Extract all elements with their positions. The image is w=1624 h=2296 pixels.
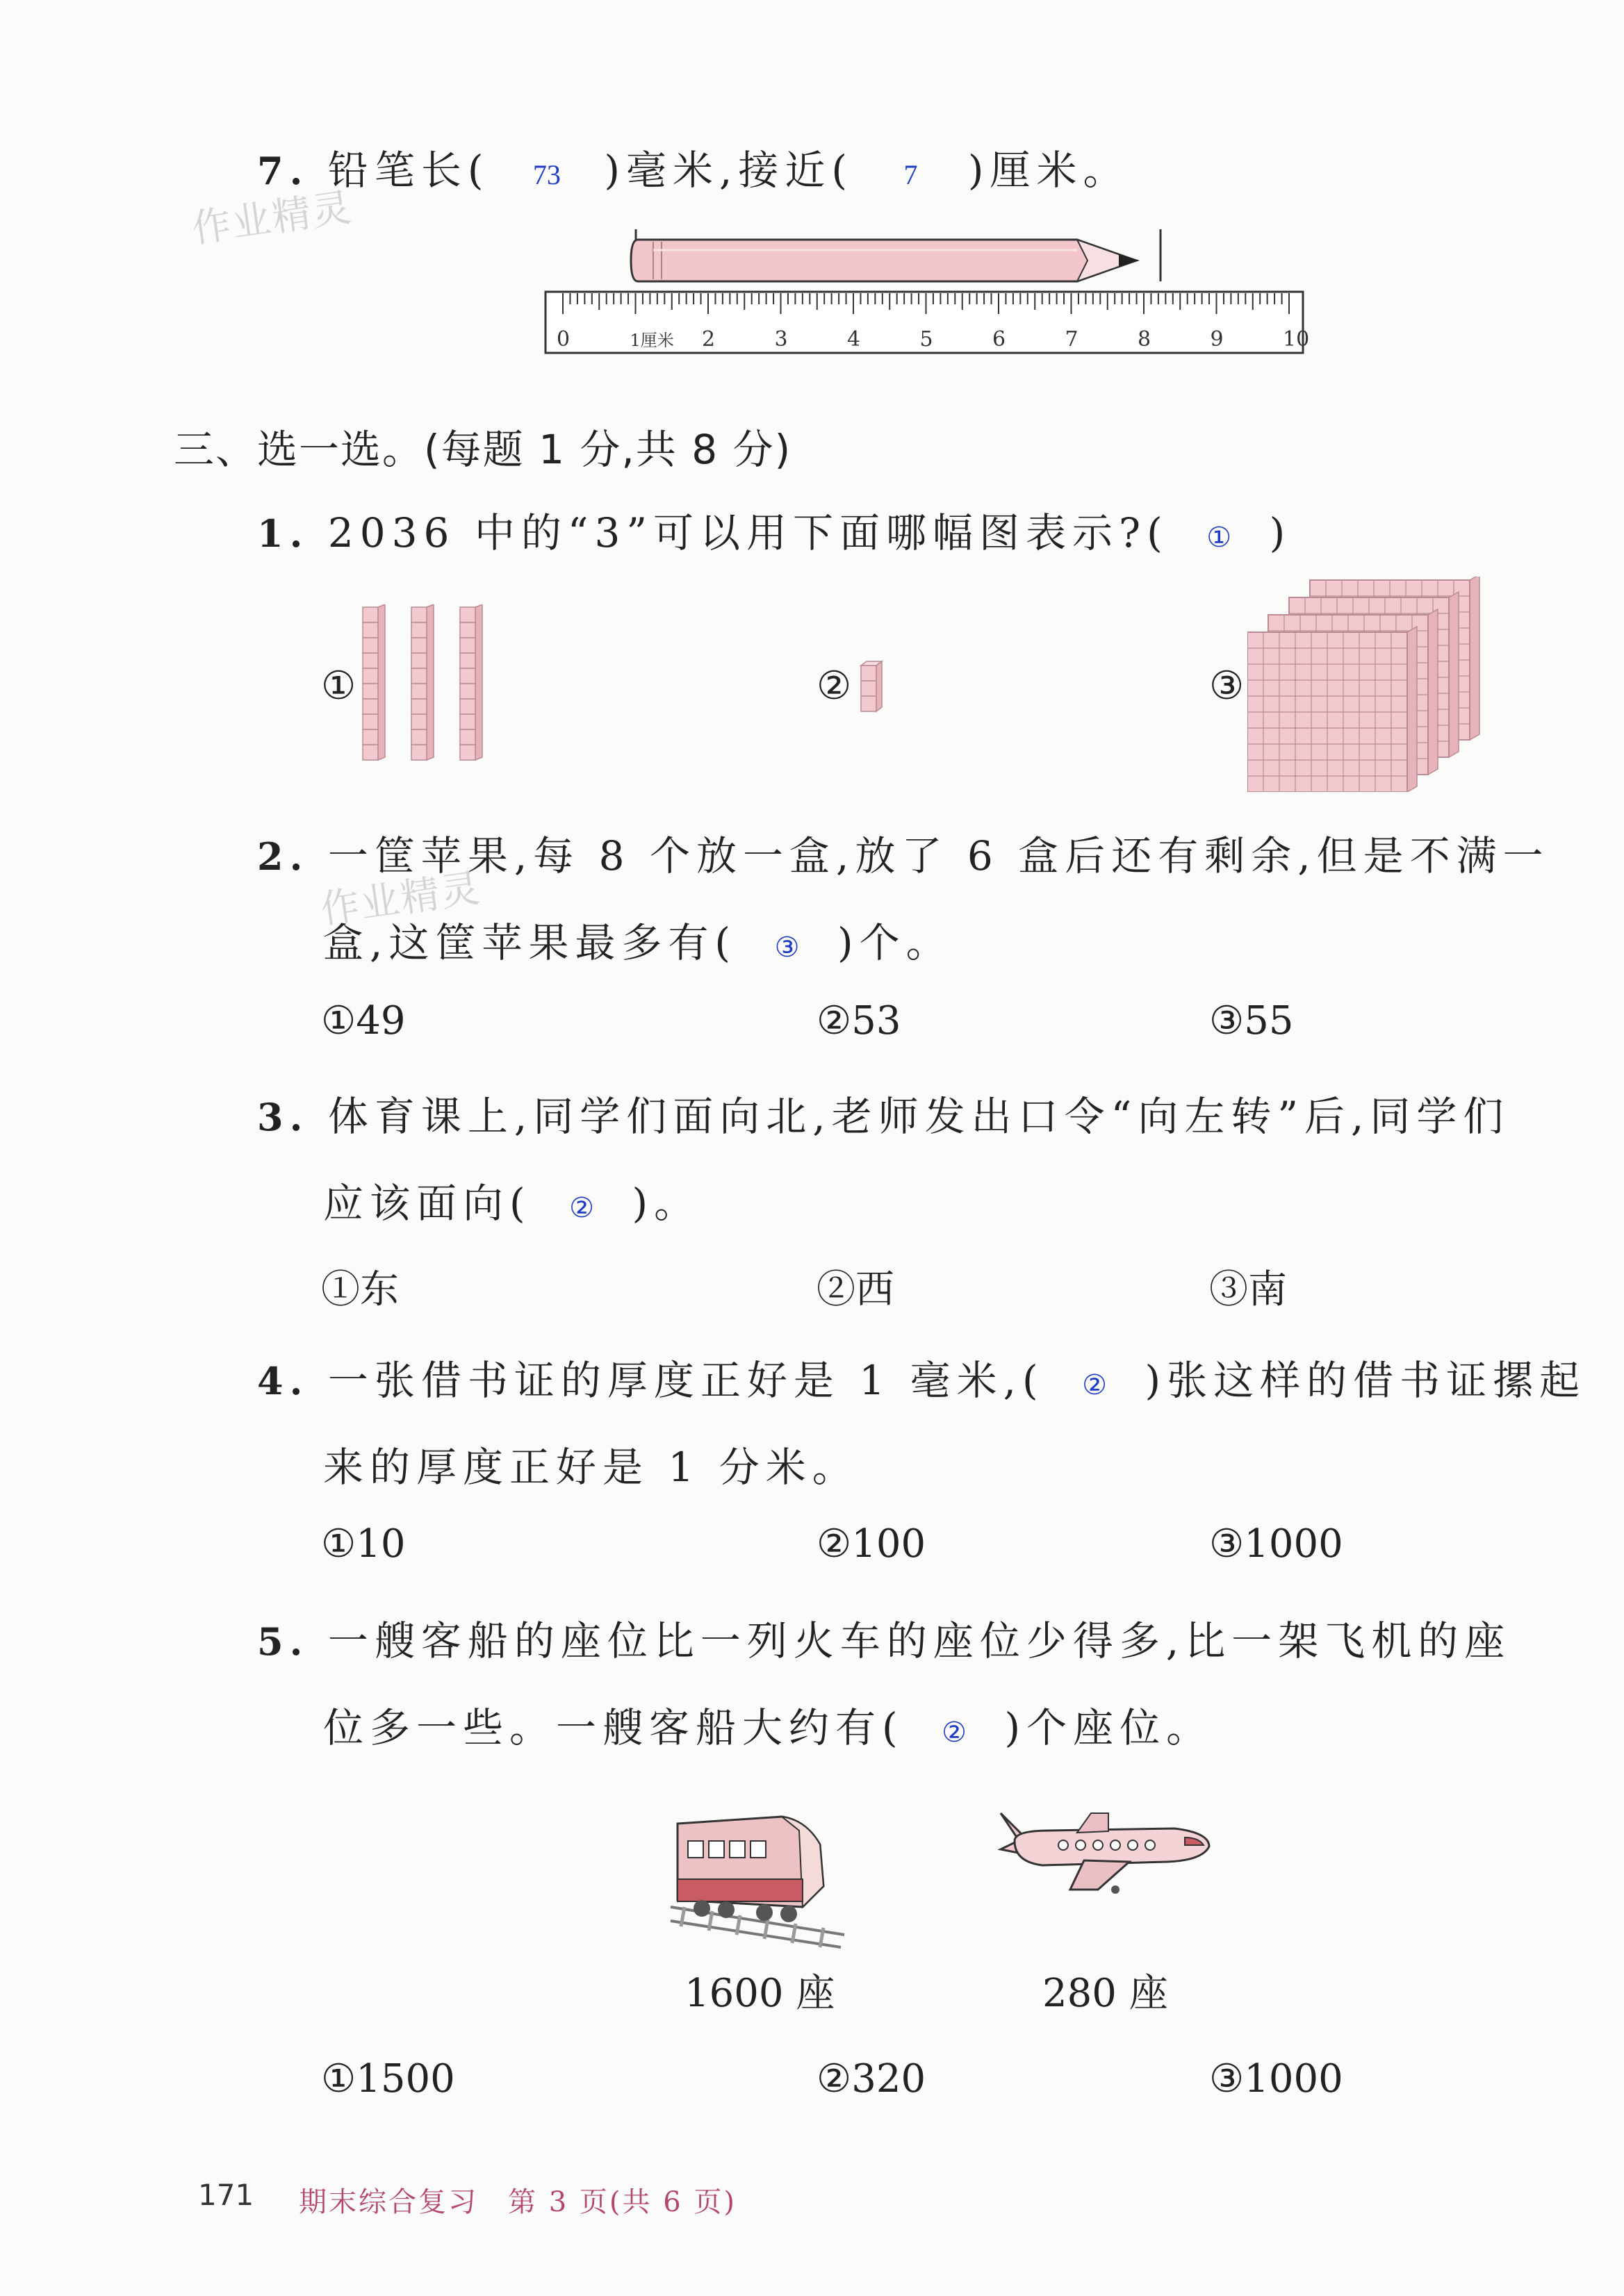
section-title: 三、选一选。(每题 1 分,共 8 分) xyxy=(174,426,792,473)
single-cube-figure xyxy=(857,659,885,714)
select-question-3 xyxy=(257,1084,1509,1142)
answer-cm: 7 xyxy=(903,159,918,190)
option-1: ①10 xyxy=(321,1521,406,1567)
option-1: ①1500 xyxy=(321,2056,455,2101)
option-1: ①东 xyxy=(321,1267,399,1312)
ruler-label: 8 xyxy=(1138,327,1151,352)
question-text: ) xyxy=(1269,509,1292,556)
tens-rod xyxy=(363,604,385,760)
ruler-label: 1厘米 xyxy=(630,331,674,350)
option-2: ②320 xyxy=(817,2056,926,2101)
answer: ③ xyxy=(774,932,800,963)
option-3: ③南 xyxy=(1209,1267,1287,1312)
ruler-label: 0 xyxy=(557,327,571,352)
answer: ② xyxy=(1082,1369,1108,1401)
ruler-label: 6 xyxy=(992,327,1006,352)
question-7 xyxy=(257,138,1130,196)
option-label-1: ① xyxy=(321,663,356,709)
option-3: ③55 xyxy=(1209,998,1294,1043)
option-2: ②西 xyxy=(817,1267,894,1312)
answer-mm: 73 xyxy=(532,159,561,190)
ruler-label: 5 xyxy=(919,327,933,352)
question-text: )厘米。 xyxy=(967,147,1130,194)
option-label-2: ② xyxy=(817,663,852,709)
question-text: 盒,这筐苹果最多有( xyxy=(323,919,737,966)
question-text: 2036 中的“3”可以用下面哪幅图表示?( xyxy=(327,509,1169,556)
pencil-ruler-figure xyxy=(535,222,1313,361)
unit-cube xyxy=(861,661,882,711)
question-text: )张这样的借书证摞起 xyxy=(1145,1357,1586,1404)
select-question-4-line2: 来的厚度正好是 1 分米。 xyxy=(323,1444,859,1491)
train-icon xyxy=(664,1803,851,1952)
answer: ② xyxy=(942,1717,967,1748)
watermark: 作业精灵 xyxy=(318,866,484,933)
ruler-label: 2 xyxy=(702,327,716,352)
question-text: )。 xyxy=(632,1180,701,1227)
question-text: 一张借书证的厚度正好是 1 毫米,( xyxy=(327,1357,1044,1404)
option-2: ②53 xyxy=(817,998,901,1043)
question-number: 4. xyxy=(257,1359,309,1403)
option-2: ②100 xyxy=(817,1521,926,1567)
footer-text: 期末综合复习 第 3 页(共 6 页) xyxy=(299,2186,737,2218)
answer: ① xyxy=(1206,522,1232,553)
ruler-label: 9 xyxy=(1210,327,1224,352)
ruler-label: 10 xyxy=(1283,327,1310,352)
select-question-2-line2 xyxy=(323,910,953,968)
tens-rod xyxy=(460,604,482,760)
page-number: 171 xyxy=(198,2178,254,2212)
question-text: 体育课上,同学们面向北,老师发出口令“向左转”后,同学们 xyxy=(327,1093,1510,1140)
hundred-flat xyxy=(1247,627,1417,792)
tens-rod xyxy=(411,604,434,760)
select-question-3-line2 xyxy=(323,1171,700,1229)
select-question-4 xyxy=(257,1348,1586,1406)
option-3: ③1000 xyxy=(1209,1521,1343,1567)
question-text: 一筐苹果,每 8 个放一盒,放了 6 盒后还有剩余,但是不满一 xyxy=(327,832,1550,879)
question-number: 3. xyxy=(257,1095,309,1139)
question-text: )毫米,接近( xyxy=(604,147,854,194)
answer: ② xyxy=(569,1192,594,1223)
question-text: 一艘客船的座位比一列火车的座位少得多,比一架飞机的座 xyxy=(327,1617,1511,1665)
question-text: 铅笔长( xyxy=(327,147,490,194)
question-text: )个座位。 xyxy=(1004,1704,1213,1751)
ruler-label: 4 xyxy=(847,327,861,352)
option-label-3: ③ xyxy=(1209,663,1245,709)
option-3: ③1000 xyxy=(1209,2056,1343,2101)
select-question-2 xyxy=(257,823,1550,882)
question-text: 应该面向( xyxy=(323,1180,532,1227)
question-number: 7. xyxy=(257,149,309,193)
train-caption: 1600 座 xyxy=(684,1971,835,2016)
tens-rods-figure xyxy=(361,604,500,775)
question-text: 位多一些。一艘客船大约有( xyxy=(323,1704,904,1751)
hundreds-flats-figure xyxy=(1247,577,1491,792)
option-1: ①49 xyxy=(321,998,406,1043)
ruler-label: 3 xyxy=(774,327,788,352)
pencil-icon xyxy=(631,229,1160,281)
question-number: 2. xyxy=(257,834,309,879)
question-number: 1. xyxy=(257,511,309,556)
select-question-1 xyxy=(257,500,1291,559)
select-question-5 xyxy=(257,1608,1511,1667)
question-number: 5. xyxy=(257,1619,309,1664)
ruler-label: 7 xyxy=(1065,327,1078,352)
airplane-icon xyxy=(987,1799,1216,1897)
select-question-5-line2 xyxy=(323,1695,1213,1753)
question-text: )个。 xyxy=(837,919,953,966)
watermark: 作业精灵 xyxy=(189,185,356,252)
airplane-caption: 280 座 xyxy=(1042,1971,1168,2016)
